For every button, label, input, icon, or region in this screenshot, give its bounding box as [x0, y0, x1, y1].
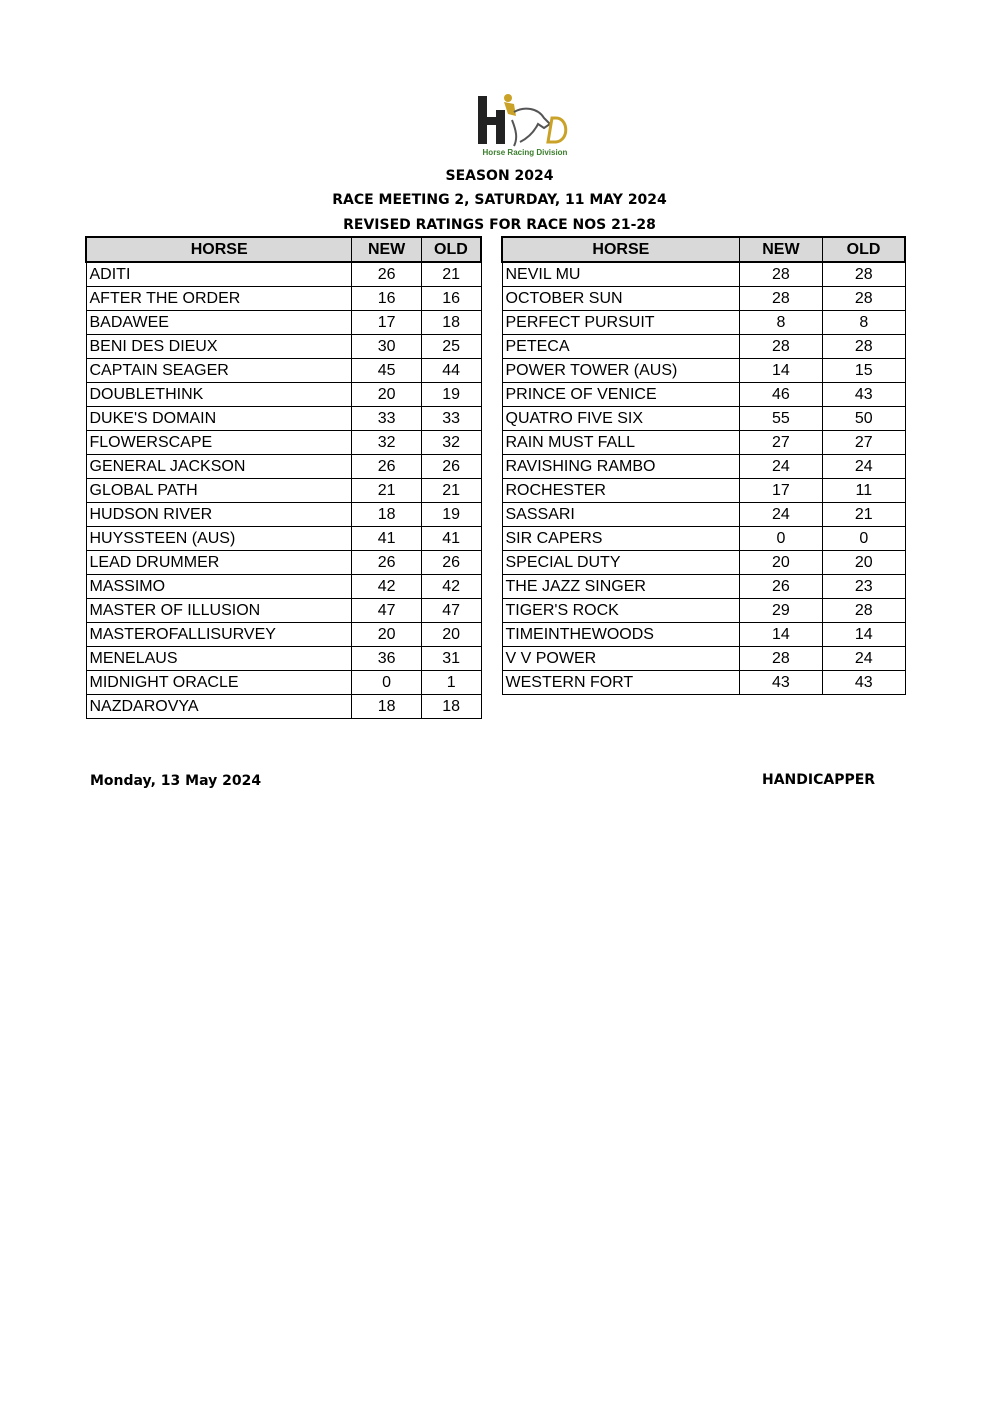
new-rating-cell: 46: [739, 383, 822, 407]
old-rating-cell: 18: [421, 695, 481, 719]
column-header-horse: HORSE: [502, 237, 739, 262]
table-row: [502, 335, 905, 359]
new-rating-cell: 26: [739, 575, 822, 599]
old-rating-cell: 19: [421, 503, 481, 527]
new-rating-cell: 24: [739, 455, 822, 479]
old-rating-cell: 27: [823, 431, 905, 455]
table-row: [502, 503, 905, 527]
table-row: [86, 695, 481, 719]
table-row: [86, 311, 481, 335]
ratings-table-right: [501, 236, 906, 695]
horse-name-cell: GLOBAL PATH: [86, 479, 352, 503]
table-row: [86, 623, 481, 647]
new-rating-cell: 29: [739, 599, 822, 623]
new-rating-cell: 42: [352, 575, 422, 599]
season-title: SEASON 2024: [445, 168, 554, 184]
old-rating-cell: 42: [421, 575, 481, 599]
new-rating-cell: 33: [352, 407, 422, 431]
horse-name-cell: TIGER'S ROCK: [502, 599, 739, 623]
column-header-old: OLD: [421, 237, 481, 262]
old-rating-cell: 8: [823, 311, 905, 335]
horse-name-cell: MIDNIGHT ORACLE: [86, 671, 352, 695]
old-rating-cell: 26: [421, 455, 481, 479]
table-row: [86, 431, 481, 455]
new-rating-cell: 30: [352, 335, 422, 359]
table-row: [86, 671, 481, 695]
horse-name-cell: BADAWEE: [86, 311, 352, 335]
ratings-title: REVISED RATINGS FOR RACE NOS 21-28: [343, 217, 656, 233]
new-rating-cell: 14: [739, 623, 822, 647]
horse-name-cell: HUDSON RIVER: [86, 503, 352, 527]
horse-name-cell: THE JAZZ SINGER: [502, 575, 739, 599]
hrd-logo-icon: [470, 90, 580, 150]
old-rating-cell: 18: [421, 311, 481, 335]
new-rating-cell: 28: [739, 335, 822, 359]
table-row: [502, 455, 905, 479]
horse-name-cell: WESTERN FORT: [502, 671, 739, 695]
table-row: [86, 647, 481, 671]
horse-name-cell: CAPTAIN SEAGER: [86, 359, 352, 383]
old-rating-cell: 21: [421, 262, 481, 287]
horse-name-cell: TIMEINTHEWOODS: [502, 623, 739, 647]
horse-name-cell: SASSARI: [502, 503, 739, 527]
old-rating-cell: 25: [421, 335, 481, 359]
horse-name-cell: BENI DES DIEUX: [86, 335, 352, 359]
horse-name-cell: MASSIMO: [86, 575, 352, 599]
new-rating-cell: 26: [352, 455, 422, 479]
table-row: [86, 262, 481, 287]
new-rating-cell: 41: [352, 527, 422, 551]
table-row: [502, 407, 905, 431]
new-rating-cell: 47: [352, 599, 422, 623]
table-row: [86, 287, 481, 311]
table-row: [502, 647, 905, 671]
horse-name-cell: SPECIAL DUTY: [502, 551, 739, 575]
horse-name-cell: HUYSSTEEN (AUS): [86, 527, 352, 551]
table-row: [502, 383, 905, 407]
new-rating-cell: 8: [739, 311, 822, 335]
table-header-row: [502, 237, 905, 262]
old-rating-cell: 50: [823, 407, 905, 431]
horse-name-cell: GENERAL JACKSON: [86, 455, 352, 479]
table-row: [502, 287, 905, 311]
horse-name-cell: LEAD DRUMMER: [86, 551, 352, 575]
table-row: [86, 551, 481, 575]
table-header-row: [86, 237, 481, 262]
horse-name-cell: NEVIL MU: [502, 262, 739, 287]
table-row: [502, 359, 905, 383]
report-date: Monday, 13 May 2024: [90, 773, 262, 789]
new-rating-cell: 17: [352, 311, 422, 335]
new-rating-cell: 26: [352, 262, 422, 287]
table-row: [502, 431, 905, 455]
horse-name-cell: DUKE'S DOMAIN: [86, 407, 352, 431]
old-rating-cell: 31: [421, 647, 481, 671]
horse-name-cell: POWER TOWER (AUS): [502, 359, 739, 383]
old-rating-cell: 28: [823, 335, 905, 359]
old-rating-cell: 15: [823, 359, 905, 383]
table-row: [502, 599, 905, 623]
old-rating-cell: 20: [421, 623, 481, 647]
old-rating-cell: 33: [421, 407, 481, 431]
table-row: [86, 359, 481, 383]
logo-caption: Horse Racing Division: [482, 148, 568, 157]
old-rating-cell: 26: [421, 551, 481, 575]
table-row: [86, 455, 481, 479]
table-row: [502, 551, 905, 575]
new-rating-cell: 55: [739, 407, 822, 431]
old-rating-cell: 11: [823, 479, 905, 503]
table-row: [86, 503, 481, 527]
horse-name-cell: ADITI: [86, 262, 352, 287]
old-rating-cell: 43: [823, 671, 905, 695]
table-row: [502, 479, 905, 503]
old-rating-cell: 14: [823, 623, 905, 647]
old-rating-cell: 16: [421, 287, 481, 311]
old-rating-cell: 32: [421, 431, 481, 455]
old-rating-cell: 43: [823, 383, 905, 407]
old-rating-cell: 28: [823, 599, 905, 623]
table-row: [86, 575, 481, 599]
new-rating-cell: 14: [739, 359, 822, 383]
old-rating-cell: 23: [823, 575, 905, 599]
horse-name-cell: QUATRO FIVE SIX: [502, 407, 739, 431]
table-row: [86, 599, 481, 623]
table-row: [502, 262, 905, 287]
new-rating-cell: 45: [352, 359, 422, 383]
column-header-old: OLD: [823, 237, 905, 262]
horse-name-cell: MENELAUS: [86, 647, 352, 671]
new-rating-cell: 20: [352, 623, 422, 647]
new-rating-cell: 36: [352, 647, 422, 671]
ratings-table-left: [85, 236, 482, 719]
old-rating-cell: 28: [823, 287, 905, 311]
new-rating-cell: 18: [352, 695, 422, 719]
new-rating-cell: 43: [739, 671, 822, 695]
new-rating-cell: 0: [352, 671, 422, 695]
old-rating-cell: 24: [823, 647, 905, 671]
old-rating-cell: 1: [421, 671, 481, 695]
horse-name-cell: PRINCE OF VENICE: [502, 383, 739, 407]
table-row: [86, 383, 481, 407]
table-row: [86, 479, 481, 503]
handicapper-signature: HANDICAPPER: [762, 772, 876, 788]
horse-name-cell: ROCHESTER: [502, 479, 739, 503]
horse-name-cell: RAVISHING RAMBO: [502, 455, 739, 479]
new-rating-cell: 20: [352, 383, 422, 407]
horse-name-cell: FLOWERSCAPE: [86, 431, 352, 455]
old-rating-cell: 19: [421, 383, 481, 407]
new-rating-cell: 20: [739, 551, 822, 575]
horse-name-cell: V V POWER: [502, 647, 739, 671]
new-rating-cell: 16: [352, 287, 422, 311]
horse-name-cell: MASTEROFALLISURVEY: [86, 623, 352, 647]
old-rating-cell: 0: [823, 527, 905, 551]
hrd-logo: [470, 90, 580, 162]
new-rating-cell: 18: [352, 503, 422, 527]
column-header-new: NEW: [739, 237, 822, 262]
column-header-new: NEW: [352, 237, 422, 262]
horse-name-cell: RAIN MUST FALL: [502, 431, 739, 455]
table-row: [86, 407, 481, 431]
new-rating-cell: 28: [739, 647, 822, 671]
meeting-title: RACE MEETING 2, SATURDAY, 11 MAY 2024: [332, 192, 667, 208]
horse-name-cell: OCTOBER SUN: [502, 287, 739, 311]
table-row: [502, 311, 905, 335]
new-rating-cell: 28: [739, 262, 822, 287]
new-rating-cell: 28: [739, 287, 822, 311]
new-rating-cell: 27: [739, 431, 822, 455]
old-rating-cell: 47: [421, 599, 481, 623]
table-row: [502, 527, 905, 551]
new-rating-cell: 17: [739, 479, 822, 503]
table-row: [86, 527, 481, 551]
horse-name-cell: SIR CAPERS: [502, 527, 739, 551]
new-rating-cell: 21: [352, 479, 422, 503]
horse-name-cell: AFTER THE ORDER: [86, 287, 352, 311]
horse-name-cell: NAZDAROVYA: [86, 695, 352, 719]
horse-name-cell: DOUBLETHINK: [86, 383, 352, 407]
new-rating-cell: 24: [739, 503, 822, 527]
old-rating-cell: 21: [823, 503, 905, 527]
table-row: [502, 671, 905, 695]
table-row: [502, 623, 905, 647]
old-rating-cell: 44: [421, 359, 481, 383]
new-rating-cell: 0: [739, 527, 822, 551]
table-row: [502, 575, 905, 599]
new-rating-cell: 26: [352, 551, 422, 575]
column-header-horse: HORSE: [86, 237, 352, 262]
new-rating-cell: 32: [352, 431, 422, 455]
table-row: [86, 335, 481, 359]
horse-name-cell: MASTER OF ILLUSION: [86, 599, 352, 623]
old-rating-cell: 41: [421, 527, 481, 551]
old-rating-cell: 24: [823, 455, 905, 479]
old-rating-cell: 20: [823, 551, 905, 575]
horse-name-cell: PERFECT PURSUIT: [502, 311, 739, 335]
old-rating-cell: 28: [823, 262, 905, 287]
old-rating-cell: 21: [421, 479, 481, 503]
horse-name-cell: PETECA: [502, 335, 739, 359]
